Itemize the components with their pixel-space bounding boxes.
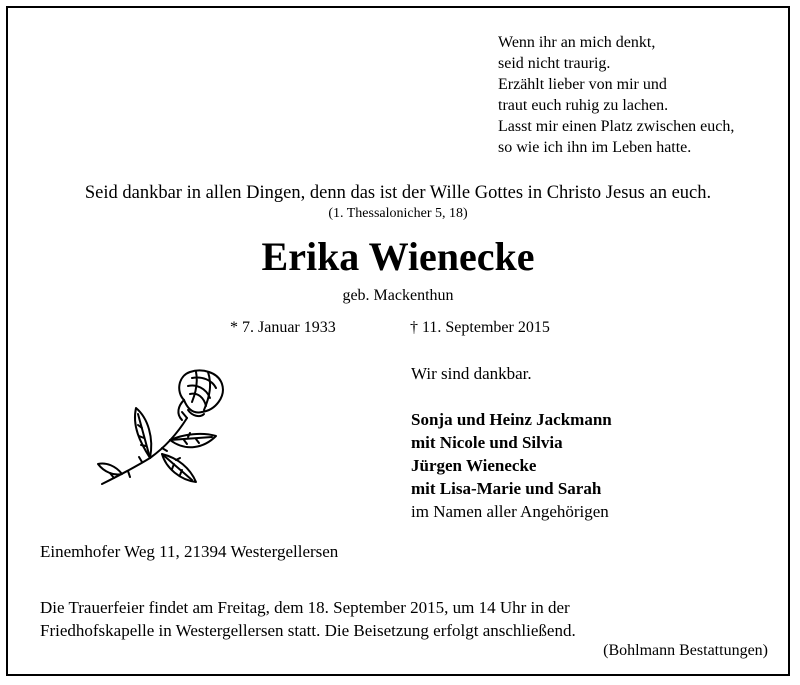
rose-icon [92, 362, 232, 502]
poem-line: traut euch ruhig zu lachen. [498, 97, 669, 114]
undertaker-credit: (Bohlmann Bestattungen) [603, 642, 768, 659]
birth-date: * 7. Januar 1933 [230, 319, 336, 336]
thanks-line: Wir sind dankbar. [411, 364, 532, 383]
obituary-notice [6, 6, 790, 676]
bible-verse-reference: (1. Thessalonicher 5, 18) [328, 206, 468, 221]
maiden-name: geb. Mackenthun [342, 287, 454, 304]
poem-line: Lasst mir einen Platz zwischen euch, [498, 118, 735, 135]
mourner-line: Sonja und Heinz Jackmann [411, 410, 612, 429]
mourner-line: mit Nicole und Silvia [411, 433, 563, 452]
mourner-line: mit Lisa-Marie und Sarah [411, 479, 602, 498]
service-line: Die Trauerfeier findet am Freitag, dem 18. September 2015, um 14 Uhr in der [40, 598, 570, 617]
poem [498, 32, 734, 158]
service-line: Friedhofskapelle in Westergellersen statt. Die Beisetzung erfolgt anschließend. [40, 621, 576, 640]
funeral-service-info [40, 596, 576, 642]
mourner-line: Jürgen Wienecke [411, 456, 537, 475]
poem-line: Erzählt lieber von mir und [498, 76, 667, 93]
poem-line: so wie ich ihn im Leben hatte. [498, 139, 692, 156]
deceased-name: Erika Wienecke [261, 234, 535, 279]
mourners-closing: im Namen aller Angehörigen [411, 502, 609, 521]
address: Einemhofer Weg 11, 21394 Westergellersen [40, 542, 339, 561]
poem-line: seid nicht traurig. [498, 55, 611, 72]
bible-verse: Seid dankbar in allen Dingen, denn das ist der Wille Gottes in Christo Jesus an euch. [84, 183, 712, 203]
mourners-list [411, 408, 612, 523]
poem-line: Wenn ihr an mich denkt, [498, 34, 656, 51]
death-date: † 11. September 2015 [410, 319, 550, 336]
